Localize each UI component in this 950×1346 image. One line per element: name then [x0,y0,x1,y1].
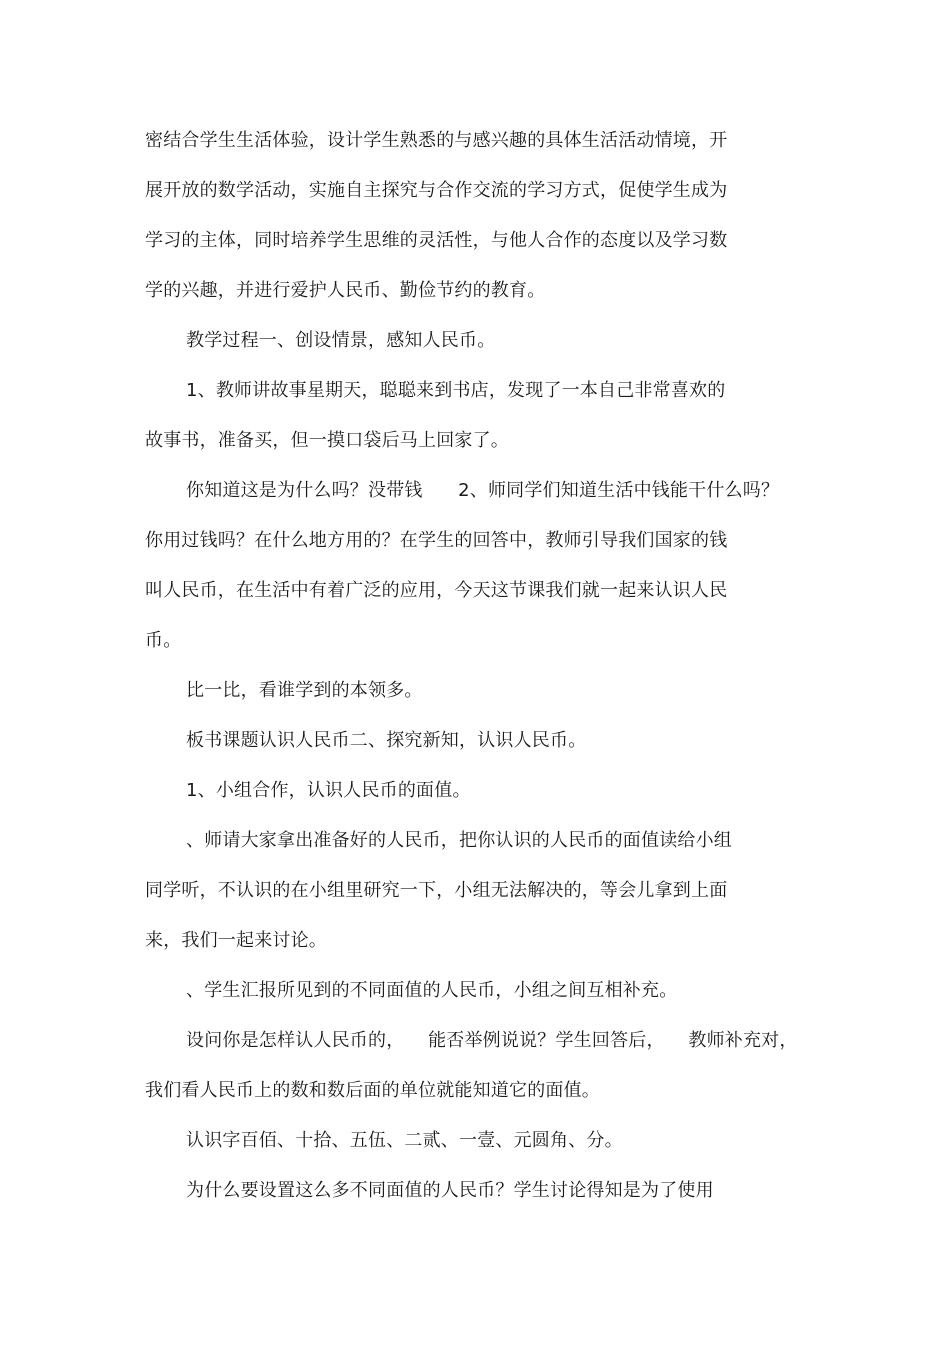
text-line: 币。 [145,630,182,651]
text-line: 叫人民币，在生活中有着广泛的应用，今天这节课我们就一起来认识人民 [145,580,728,601]
text-line: 、学生汇报所见到的不同面值的人民币，小组之间互相补充。 [186,980,678,1001]
text-line: 学习的主体，同时培养学生思维的灵活性，与他人合作的态度以及学习数 [145,230,728,251]
text-line: 来，我们一起来讨论。 [145,930,327,951]
text-line: 你知道这是为什么吗？没带钱 2、师同学们知道生活中钱能干什么吗？ [186,480,780,501]
text-line: 为什么要设置这么多不同面值的人民币？学生讨论得知是为了使用 [186,1180,714,1201]
text-line: 学的兴趣，并进行爱护人民币、勤俭节约的教育。 [145,280,546,301]
text-line: 认识字百佰、十拾、五伍、二贰、一壹、元圆角、分。 [186,1130,623,1151]
text-line: 密结合学生生活体验，设计学生熟悉的与感兴趣的具体生活活动情境，开 [145,130,728,151]
text-line: 比一比，看谁学到的本领多。 [186,680,423,701]
text-line: 1、小组合作，认识人民币的面值。 [186,780,471,801]
text-line: 故事书，准备买，但一摸口袋后马上回家了。 [145,430,509,451]
text-line: 、师请大家拿出准备好的人民币，把你认识的人民币的面值读给小组 [186,830,732,851]
text-line: 设问你是怎样认人民币的， 能否举例说说？学生回答后， 教师补充对， [186,1030,798,1051]
text-line: 你用过钱吗？在什么地方用的？在学生的回答中，教师引导我们国家的钱 [145,530,728,551]
text-line: 我们看人民币上的数和数后面的单位就能知道它的面值。 [145,1080,600,1101]
text-line: 教学过程一、创设情景，感知人民币。 [186,330,496,351]
text-line: 同学听，不认识的在小组里研究一下，小组无法解决的，等会儿拿到上面 [145,880,728,901]
text-line: 展开放的数学活动，实施自主探究与合作交流的学习方式，促使学生成为 [145,180,728,201]
text-line: 1、教师讲故事星期天，聪聪来到书店，发现了一本自己非常喜欢的 [186,380,726,401]
text-line: 板书课题认识人民币二、探究新知，认识人民币。 [186,730,587,751]
